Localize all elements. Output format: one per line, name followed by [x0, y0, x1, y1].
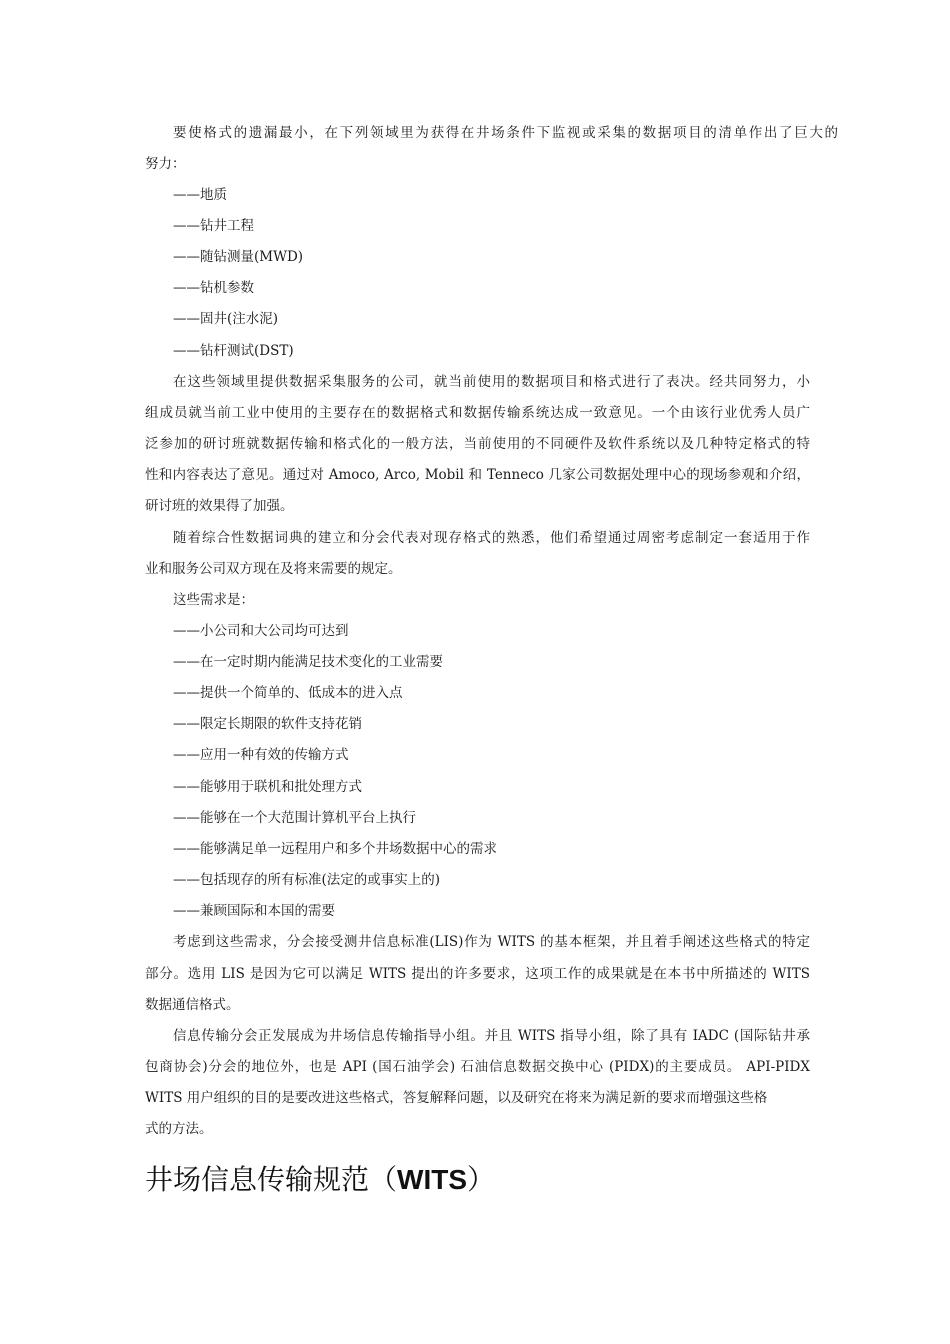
- paragraph-line: 业和服务公司双方现在及将来需要的规定。: [145, 561, 402, 577]
- list-item: ——兼顾国际和本国的需要: [173, 903, 335, 919]
- list-item: ——钻机参数: [173, 280, 254, 296]
- list-item: ——能够用于联机和批处理方式: [173, 779, 362, 795]
- list-item: ——限定长期限的软件支持花销: [173, 716, 362, 732]
- list-item: ——随钻测量(MWD): [173, 249, 304, 265]
- paragraph-line: 考虑到这些需求，分会接受测井信息标准(LIS)作为 WITS 的基本框架，并且着手阐述这些格式的特定: [173, 934, 810, 950]
- paragraph-line: 组成员就当前工业中使用的主要存在的数据格式和数据传输系统达成一致意见。一个由该行业优秀人员广: [145, 405, 810, 421]
- list-item: ——在一定时期内能满足技术变化的工业需要: [173, 654, 443, 670]
- paragraph-line: 包商协会)分会的地位外，也是 API (国石油学会) 石油信息数据交换中心 (PIDX)的主要成员。 API-PIDX: [145, 1059, 810, 1075]
- paragraph-line: 性和内容表达了意见。通过对 Amoco, Arco, Mobil 和 Tenneco 几家公司数据处理中心的现场参观和介绍，: [145, 467, 810, 483]
- heading-text: 井场信息传输规范（: [145, 1163, 398, 1196]
- list-item: ——钻井工程: [173, 218, 254, 234]
- list-item: ——包括现存的所有标准(法定的或事实上的): [173, 872, 441, 888]
- paragraph-line: 随着综合性数据词典的建立和分会代表对现存格式的熟悉，他们希望通过周密考虑制定一套适用于作: [173, 530, 810, 546]
- heading-acronym: WITS: [397, 1164, 468, 1195]
- paragraph-line: 泛参加的研讨班就数据传输和格式化的一般方法，当前使用的不同硬件及软件系统以及几种特定格式的特: [145, 436, 810, 452]
- paragraph-line: 数据通信格式。: [145, 997, 240, 1013]
- paragraph-line: 部分。选用 LIS 是因为它可以满足 WITS 提出的许多要求，这项工作的成果就是在本书中所描述的 WITS: [145, 966, 810, 982]
- list-item: ——应用一种有效的传输方式: [173, 747, 349, 763]
- paragraph-line: 要使格式的遗漏最小，在下列领域里为获得在井场条件下监视或采集的数据项目的清单作出了巨大的: [173, 125, 838, 141]
- requirements-intro: 这些需求是：: [173, 592, 254, 608]
- list-item: ——地质: [173, 187, 227, 203]
- list-item: ——钻杆测试(DST): [173, 343, 294, 359]
- paragraph-line: 式的方法。: [145, 1121, 213, 1137]
- list-item: ——小公司和大公司均可达到: [173, 623, 349, 639]
- paragraph-line: 信息传输分会正发展成为井场信息传输指导小组。并且 WITS 指导小组，除了具有 IADC (国际钻井承: [173, 1028, 810, 1044]
- paragraph-line: WITS 用户组织的目的是要改进这些格式，答复解释问题，以及研究在将来为满足新的要求而增强这些格: [145, 1090, 768, 1106]
- heading-close: ）: [467, 1163, 496, 1196]
- section-heading: [145, 1160, 495, 1200]
- list-item: ——提供一个简单的、低成本的进入点: [173, 685, 403, 701]
- list-item: ——能够满足单一远程用户和多个井场数据中心的需求: [173, 841, 497, 857]
- list-item: ——能够在一个大范围计算机平台上执行: [173, 810, 416, 826]
- paragraph-line: 努力：: [145, 156, 186, 172]
- list-item: ——固井(注水泥): [173, 311, 279, 327]
- paragraph-line: 在这些领域里提供数据采集服务的公司，就当前使用的数据项目和格式进行了表决。经共同努力，小: [173, 374, 810, 390]
- paragraph-line: 研讨班的效果得了加强。: [145, 498, 294, 514]
